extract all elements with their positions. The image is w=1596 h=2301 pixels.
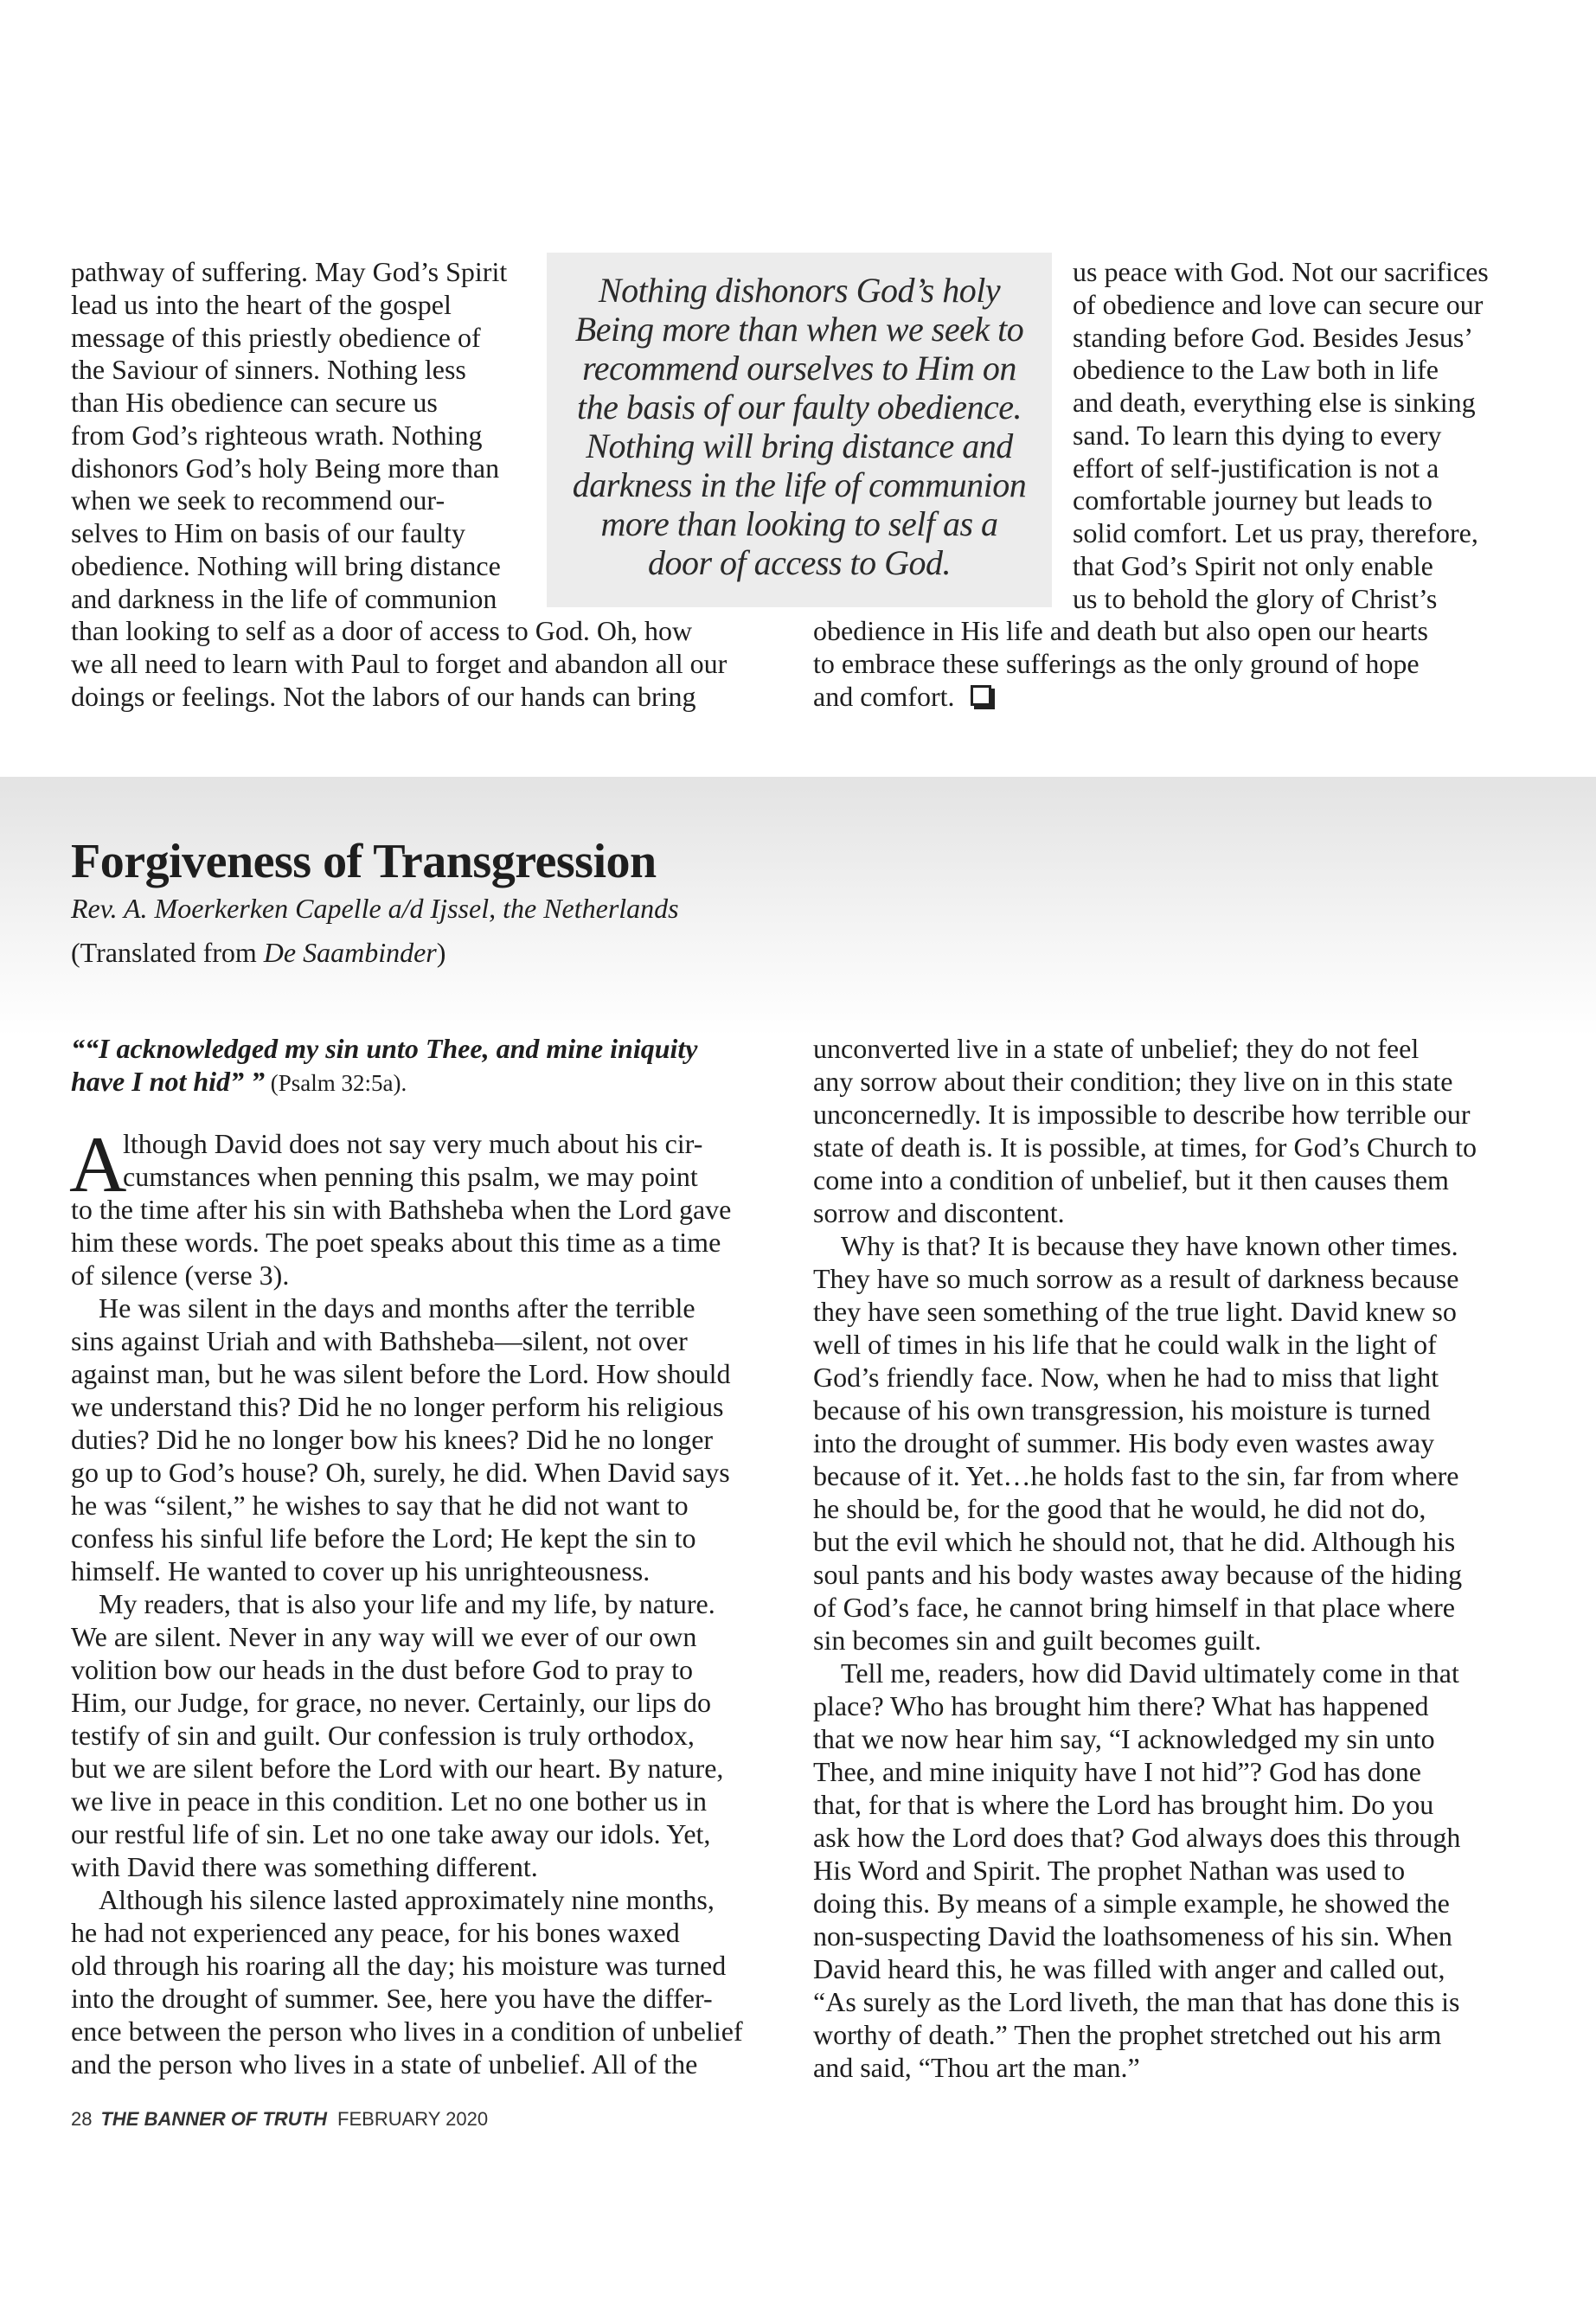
translation-note — [71, 937, 445, 969]
pull-quote-line: Being more than when we seek to — [574, 310, 1024, 349]
text-line: he was “silent,” he wishes to say that he did not want to — [71, 1490, 689, 1521]
issue-date: FEBRUARY 2020 — [337, 2108, 489, 2130]
text-line: My readers, that is also your life and my life, by nature. — [99, 1588, 715, 1619]
pull-quote-line: more than looking to self as a — [600, 504, 998, 543]
text-line: and death, everything else is sinking — [1073, 387, 1476, 418]
page-footer — [71, 2108, 488, 2131]
text-line: and darkness in the life of communion — [71, 583, 497, 614]
text-line: Although his silence lasted approximately nine months, — [99, 1884, 715, 1915]
pull-quote-line: Nothing dishonors God’s holy — [598, 271, 1001, 310]
text-line: but we are silent before the Lord with our heart. By nature, — [71, 1753, 724, 1784]
text-line: into the drought of summer. His body even wastes away — [813, 1427, 1435, 1458]
text-line: confess his sinful life before the Lord; He kept the sin to — [71, 1522, 696, 1554]
text-line: himself. He wanted to cover up his unrighteousness. — [71, 1555, 651, 1586]
pull-quote-line: recommend ourselves to Him on — [582, 349, 1016, 388]
text-line: to embrace these sufferings as the only ground of hope — [813, 648, 1420, 679]
text-line: Thee, and mine iniquity have I not hid”? God has done — [813, 1756, 1421, 1787]
text-line: that God’s Spirit not only enable — [1073, 550, 1433, 581]
text-line: comfortable journey but leads to — [1073, 484, 1433, 516]
text-line: come into a condition of unbelief, but it then causes them — [813, 1164, 1449, 1195]
text-line: they have seen something of the true light. David knew so — [813, 1296, 1457, 1327]
text-line: Him, our Judge, for grace, no never. Certainly, our lips do — [71, 1687, 711, 1718]
text-line: than looking to self as a door of access to God. Oh, how — [71, 615, 693, 646]
text-line: he had not experienced any peace, for his bones waxed — [71, 1917, 680, 1948]
text-line: sorrow and discontent. — [813, 1197, 1065, 1228]
text-line: God’s friendly face. Now, when he had to miss that light — [813, 1362, 1439, 1393]
text-line: us peace with God. Not our sacrifices — [1073, 256, 1489, 287]
text-line: message of this priestly obedience of — [71, 322, 481, 353]
pull-quote — [547, 253, 1052, 607]
pull-quote-line: the basis of our faulty obedience. — [576, 388, 1022, 426]
text-line: with David there was something different. — [71, 1851, 538, 1882]
text-line: old through his roaring all the day; his moisture was turned — [71, 1950, 727, 1981]
text-line-end — [813, 680, 991, 713]
text-line: testify of sin and guilt. Our confession is truly orthodox, — [71, 1720, 695, 1751]
text-line: doing this. By means of a simple example, he showed the — [813, 1888, 1450, 1919]
text-line: that we now hear him say, “I acknowledged my sin unto — [813, 1723, 1435, 1754]
text-line: our restful life of sin. Let no one take away our idols. Yet, — [71, 1818, 711, 1849]
text-line: us to behold the glory of Christ’s — [1073, 583, 1438, 614]
text-line: that, for that is where the Lord has brought him. Do you — [813, 1789, 1434, 1820]
text-line: any sorrow about their condition; they live on in this state — [813, 1066, 1453, 1097]
text-line: David heard this, he was filled with anger and called out, — [813, 1953, 1445, 1984]
text-line: the Saviour of sinners. Nothing less — [71, 354, 466, 385]
translation-source: De Saambinder — [263, 937, 437, 968]
text-line: to the time after his sin with Bathsheba when the Lord gave — [71, 1194, 732, 1225]
epigraph-text: have I not hid” ” — [71, 1066, 266, 1097]
text-line: ask how the Lord does that? God always does this through — [813, 1822, 1461, 1853]
pull-quote-line: darkness in the life of communion — [572, 465, 1027, 504]
text-line: standing before God. Besides Jesus’ — [1073, 322, 1474, 353]
epigraph-reference: (Psalm 32:5a). — [265, 1070, 407, 1096]
text-line: we live in peace in this condition. Let no one bother us in — [71, 1785, 707, 1817]
text-line: obedience. Nothing will bring distance — [71, 550, 501, 581]
text-line: ence between the person who lives in a condition of unbelief — [71, 2016, 743, 2047]
text-line: volition bow our heads in the dust before God to pray to — [71, 1654, 693, 1685]
text-line: unconverted live in a state of unbelief; they do not feel — [813, 1033, 1420, 1064]
pull-quote-line: door of access to God. — [647, 543, 952, 582]
text-line: and said, “Thou art the man.” — [813, 2052, 1140, 2083]
text-line: into the drought of summer. See, here you have the differ- — [71, 1983, 713, 2014]
article-title: Forgiveness of Transgression — [71, 835, 657, 888]
text-line: of God’s face, he cannot bring himself in that place where — [813, 1592, 1455, 1623]
magazine-name: THE BANNER OF TRUTH — [100, 2108, 328, 2130]
text-line: worthy of death.” Then the prophet stretched out his arm — [813, 2019, 1442, 2050]
text-line: him these words. The poet speaks about this time as a time — [71, 1227, 721, 1258]
text-line: dishonors God’s holy Being more than — [71, 452, 500, 484]
page-number: 28 — [71, 2108, 93, 2130]
text-line: when we seek to recommend our- — [71, 484, 445, 516]
end-mark-icon — [971, 685, 991, 706]
text-line: He was silent in the days and months after the terrible — [99, 1292, 695, 1324]
text-line: because of it. Yet…he holds fast to the sin, far from where — [813, 1460, 1459, 1491]
text-line: selves to Him on basis of our faulty — [71, 517, 465, 548]
epigraph-line: ““I acknowledged my sin unto Thee, and mine iniquity — [71, 1033, 698, 1064]
pull-quote-line: Nothing will bring distance and — [586, 426, 1013, 465]
text-line: obedience to the Law both in life — [1073, 354, 1439, 385]
text-line: of silence (verse 3). — [71, 1259, 290, 1291]
text-line: of obedience and love can secure our — [1073, 289, 1484, 320]
text-line: Tell me, readers, how did David ultimately come in that — [841, 1657, 1459, 1689]
text-line: We are silent. Never in any way will we ever of our own — [71, 1621, 697, 1652]
text-line: well of times in his life that he could walk in the light of — [813, 1329, 1437, 1360]
text-line: sins against Uriah and with Bathsheba—silent, not over — [71, 1325, 688, 1356]
text-line: lthough David does not say very much about his cir- — [123, 1128, 703, 1159]
article-author: Rev. A. Moerkerken Capelle a/d Ijssel, the Netherlands — [71, 893, 679, 924]
text-line: because of his own transgression, his moisture is turned — [813, 1394, 1431, 1426]
text-line: we all need to learn with Paul to forget and abandon all our — [71, 648, 727, 679]
text-line: place? Who has brought him there? What has happened — [813, 1690, 1429, 1721]
text-line: sin becomes sin and guilt becomes guilt. — [813, 1625, 1262, 1656]
text-line: and comfort. — [813, 681, 955, 712]
text-line: he should be, for the good that he would, he did not do, — [813, 1493, 1426, 1524]
epigraph-line — [71, 1065, 407, 1099]
text-line: obedience in His life and death but also open our hearts — [813, 615, 1428, 646]
text-line: Why is that? It is because they have known other times. — [841, 1230, 1458, 1261]
text-line: state of death is. It is possible, at times, for God’s Church to — [813, 1131, 1477, 1163]
text-line: but the evil which he should not, that he did. Although his — [813, 1526, 1456, 1557]
text-line: doings or feelings. Not the labors of our hands can bring — [71, 681, 696, 712]
text-line: effort of self-justification is not a — [1073, 452, 1439, 484]
text-line: duties? Did he no longer bow his knees? Did he no longer — [71, 1424, 714, 1455]
text-line: solid comfort. Let us pray, therefore, — [1073, 517, 1478, 548]
text-line: “As surely as the Lord liveth, the man that has done this is — [813, 1986, 1460, 2017]
text-line: sand. To learn this dying to every — [1073, 420, 1442, 451]
text-line: His Word and Spirit. The prophet Nathan was used to — [813, 1855, 1406, 1886]
text-line: pathway of suffering. May God’s Spirit — [71, 256, 508, 287]
text-line: go up to God’s house? Oh, surely, he did. When David says — [71, 1457, 730, 1488]
text-line: They have so much sorrow as a result of darkness because — [813, 1263, 1459, 1294]
text-line: we understand this? Did he no longer perform his religious — [71, 1391, 724, 1422]
text-line: cumstances when penning this psalm, we may point — [123, 1161, 698, 1192]
text-line: non-suspecting David the loathsomeness of his sin. When — [813, 1920, 1452, 1952]
text-line: soul pants and his body wastes away because of the hiding — [813, 1559, 1463, 1590]
text-line: unconcernedly. It is impossible to describe how terrible our — [813, 1099, 1471, 1130]
text-line: from God’s righteous wrath. Nothing — [71, 420, 483, 451]
text-line: and the person who lives in a state of unbelief. All of the — [71, 2048, 698, 2080]
text-line: lead us into the heart of the gospel — [71, 289, 452, 320]
text-line: against man, but he was silent before the Lord. How should — [71, 1358, 731, 1389]
translation-prefix: (Translated from — [71, 937, 264, 968]
text-line: than His obedience can secure us — [71, 387, 438, 418]
translation-suffix: ) — [436, 937, 446, 968]
drop-cap: A — [69, 1120, 127, 1208]
